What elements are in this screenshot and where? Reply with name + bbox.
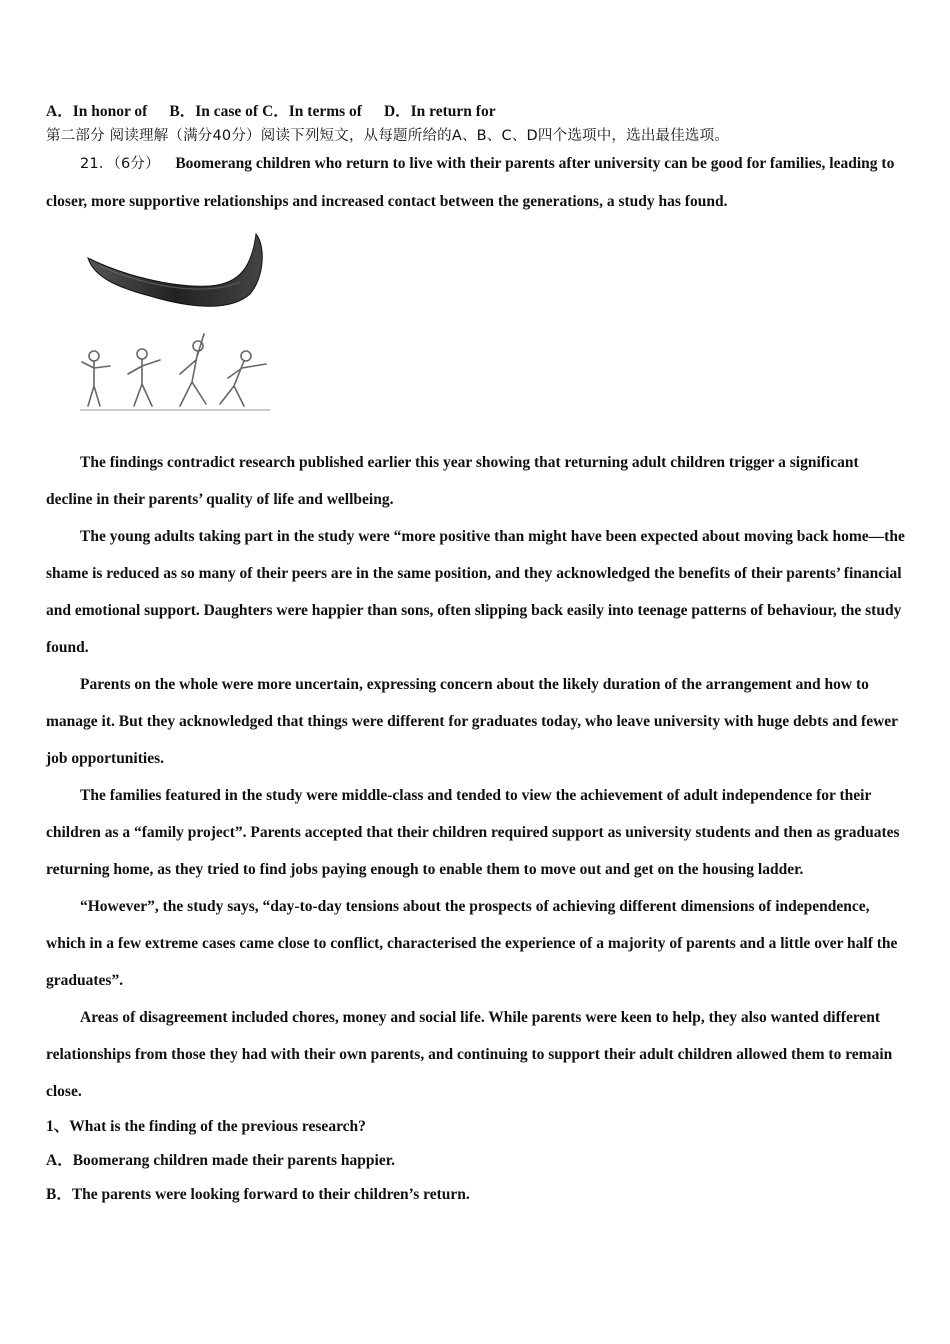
answer-option-a[interactable]: A．Boomerang children made their parents happier. <box>46 1152 396 1169</box>
intro-paragraph <box>46 145 906 220</box>
paragraph-4: The families featured in the study were middle-class and tended to view the achievement of adult independence for their children as a “family project”. Parents accepted that their children required support as university students and then as graduates returning home, as they tried to find jobs paying enough to enable them to move out and get on the housing ladder. <box>46 787 900 878</box>
document-page <box>46 100 906 1212</box>
option-d[interactable]: D．In return for <box>383 103 496 120</box>
section-heading: 第二部分 阅读理解（满分40分）阅读下列短文，从每题所给的A、B、C、D四个选项中，选出最佳选项。 <box>46 128 730 144</box>
paragraph-1: The findings contradict research published earlier this year showing that returning adult children trigger a significant decline in their parents’ quality of life and wellbeing. <box>46 454 859 508</box>
boomerang-figure <box>80 226 320 426</box>
paragraph-6: Areas of disagreement included chores, money and social life. While parents were keen to help, they also wanted different relationships from those they had with their own parents, and continuing to support their adult children allowed them to remain close. <box>46 1009 893 1100</box>
paragraph-3: Parents on the whole were more uncertain, expressing concern about the likely duration of the arrangement and how to manage it. But they acknowledged that things were different for graduates today, who leave university with huge debts and fewer job opportunities. <box>46 676 898 767</box>
intro-text: Boomerang children who return to live with their parents after university can be good for families, leading to closer, more supportive relationships and increased contact between the generations, a study has found. <box>46 155 895 210</box>
option-b[interactable]: B．In case of <box>169 103 259 120</box>
answer-option-b[interactable]: B．The parents were looking forward to their children’s return. <box>46 1186 470 1203</box>
paragraph-5: “However”, the study says, “day-to-day tensions about the prospects of achieving different dimensions of independence, which in a few extreme cases came close to conflict, characterised the experience of a majority of parents and a little over half the graduates”. <box>46 898 898 989</box>
paragraph-2: The young adults taking part in the study were “more positive than might have been expected about moving back home—the shame is reduced as so many of their peers are in the same position, and they acknowledged the benefits of their parents’ financial and emotional support. Daughters were happier than sons, often slipping back easily into teenage patterns of behaviour, the study found. <box>46 528 905 656</box>
question-number: 21．（6分） <box>80 156 160 172</box>
previous-question-options <box>46 100 906 124</box>
boomerang-icon <box>88 234 262 306</box>
question-stem: 1、What is the finding of the previous research? <box>46 1118 366 1135</box>
option-a[interactable]: A．In honor of <box>46 103 148 120</box>
throwing-figures-icon <box>80 334 270 410</box>
option-c[interactable]: C．In terms of <box>262 103 362 120</box>
